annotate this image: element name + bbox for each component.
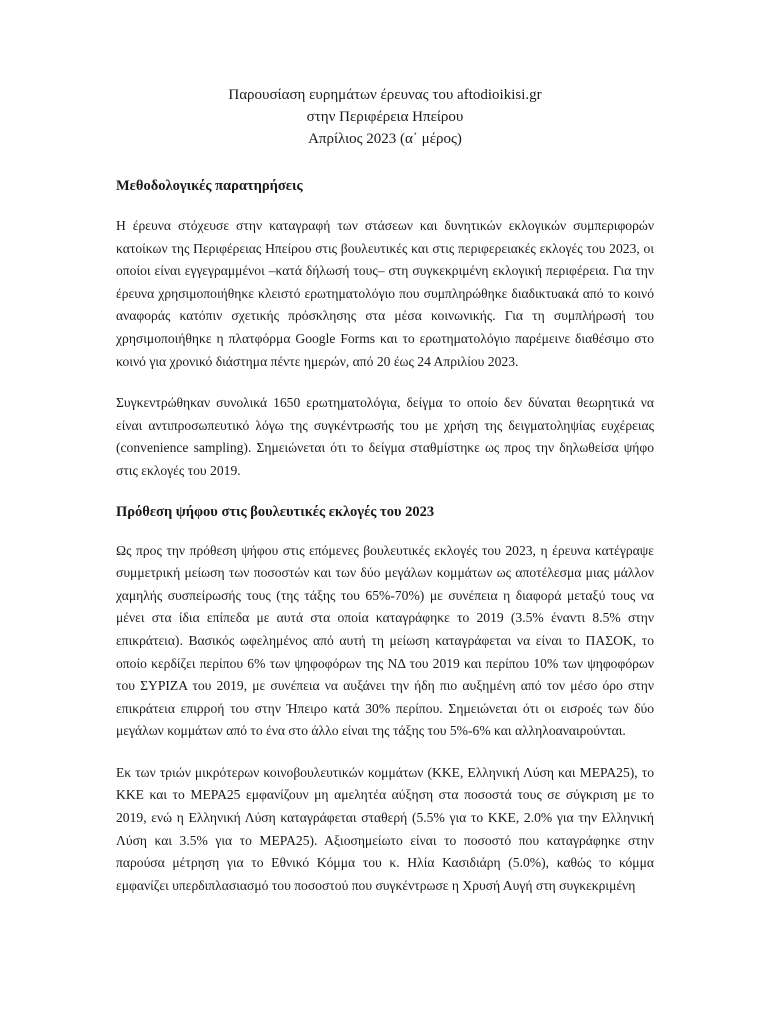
paragraph: Ως προς την πρόθεση ψήφου στις επόμενες βουλευτικές εκλογές του 2023, η έρευνα κατέγραψε συμμετρική μείωση των ποσοστών και των δύο μεγάλων κομμάτων ως αποτέλεσμα μιας μάλλον χαμηλής συσπείρωσής τους (της τάξης του 65%-70%) με συνέπεια η διαφορά μεταξύ τους να μένει στα ίδια επίπεδα με αυτά στα οποία καταγράφηκε το 2019 (3.5% έναντι 8.5% στην επικράτεια). Βασικός ωφελημένος από αυτή τη μείωση καταγράφεται να είναι το ΠΑΣΟΚ, το οποίο κερδίζει περίπου 6% των ψηφοφόρων της ΝΔ του 2019 και περίπου 10% των ψηφοφόρων του ΣΥΡΙΖΑ του 2019, με συνέπεια να αυξάνει την ήδη πιο αυξημένη από τον μέσο όρο στην επικράτεια επιρροή του στην Ήπειρο κατά 30% περίπου. Σημειώνεται ότι οι εισροές των δύο μεγάλων κομμάτων από το ένα στο άλλο είναι της τάξης του 5%-6% και αλληλοαναιρούνται. — [116, 542, 654, 739]
section-heading-methodology: Μεθοδολογικές παρατηρήσεις — [116, 178, 303, 194]
section-vote-intention — [116, 502, 654, 898]
section-heading-vote-intention: Πρόθεση ψήφου στις βουλευτικές εκλογές του 2023 — [116, 503, 435, 520]
title-line-1: Παρουσίαση ευρημάτων έρευνας του aftodioikisi.gr — [228, 87, 542, 103]
title-line-2: στην Περιφέρεια Ηπείρου — [306, 109, 464, 125]
paragraph: Συγκεντρώθηκαν συνολικά 1650 ερωτηματολόγια, δείγμα το οποίο δεν δύναται θεωρητικά να είναι αντιπροσωπευτικό λόγω της συγκέντρωσής του με χρήση της δειγματοληψίας ευχέρειας (convenience sampling). Σημειώνεται ότι το δείγμα σταθμίστηκε ως προς την δηλωθείσα ψήφο στις εκλογές του 2019. — [116, 395, 654, 478]
document-page — [116, 84, 654, 897]
paragraph: Η έρευνα στόχευσε στην καταγραφή των στάσεων και δυνητικών εκλογικών συμπεριφορών κατοίκων της Περιφέρειας Ηπείρου στις βουλευτικές και στις περιφερειακές εκλογές του 2023, οι οποίοι είναι εγγεγραμμένοι –κατά δήλωσή τους– στη συγκεκριμένη εκλογική περιφέρεια. Για την έρευνα χρησιμοποιήθηκε κλειστό ερωτηματολόγιο που συμπληρώθηκε διαδικτυακά από το κοινό αναφοράς κατόπιν σχετικής πρόσκλησης στα μέσα κοινωνικής. Για τη συμπλήρωσή του χρησιμοποιήθηκε η πλατφόρμα Google Forms και το ερωτηματολόγιο παρέμεινε διαθέσιμο στο κοινό για χρονικό διάστημα πέντε ημερών, από 20 έως 24 Απριλίου 2023. — [116, 218, 654, 369]
paragraph: Εκ των τριών μικρότερων κοινοβουλευτικών κομμάτων (ΚΚΕ, Ελληνική Λύση και ΜΕΡΑ25), το ΚΚΕ και το ΜΕΡΑ25 εμφανίζουν μη αμελητέα αύξηση στα ποσοστά τους σε σύγκριση με το 2019, ενώ η Ελληνική Λύση καταγράφεται σταθερή (5.5% για το ΚΚΕ, 2.0% για την Ελληνική Λύση και 3.5% για το ΜΕΡΑ25). Αξιοσημείωτο είναι το ποσοστό που καταγράφηκε στην παρούσα μέτρηση για το Εθνικό Κόμμα του κ. Ηλία Κασιδιάρη (5.0%), καθώς το κόμμα εμφανίζει υπερδιπλασιασμό του ποσοστού που συγκέντρωσε η Χρυσή Αυγή στη συγκεκριμένη — [116, 764, 654, 893]
section-methodology — [116, 176, 654, 483]
title-line-3: Απρίλιος 2023 (α΄ μέρος) — [308, 131, 462, 147]
document-title — [116, 84, 654, 150]
